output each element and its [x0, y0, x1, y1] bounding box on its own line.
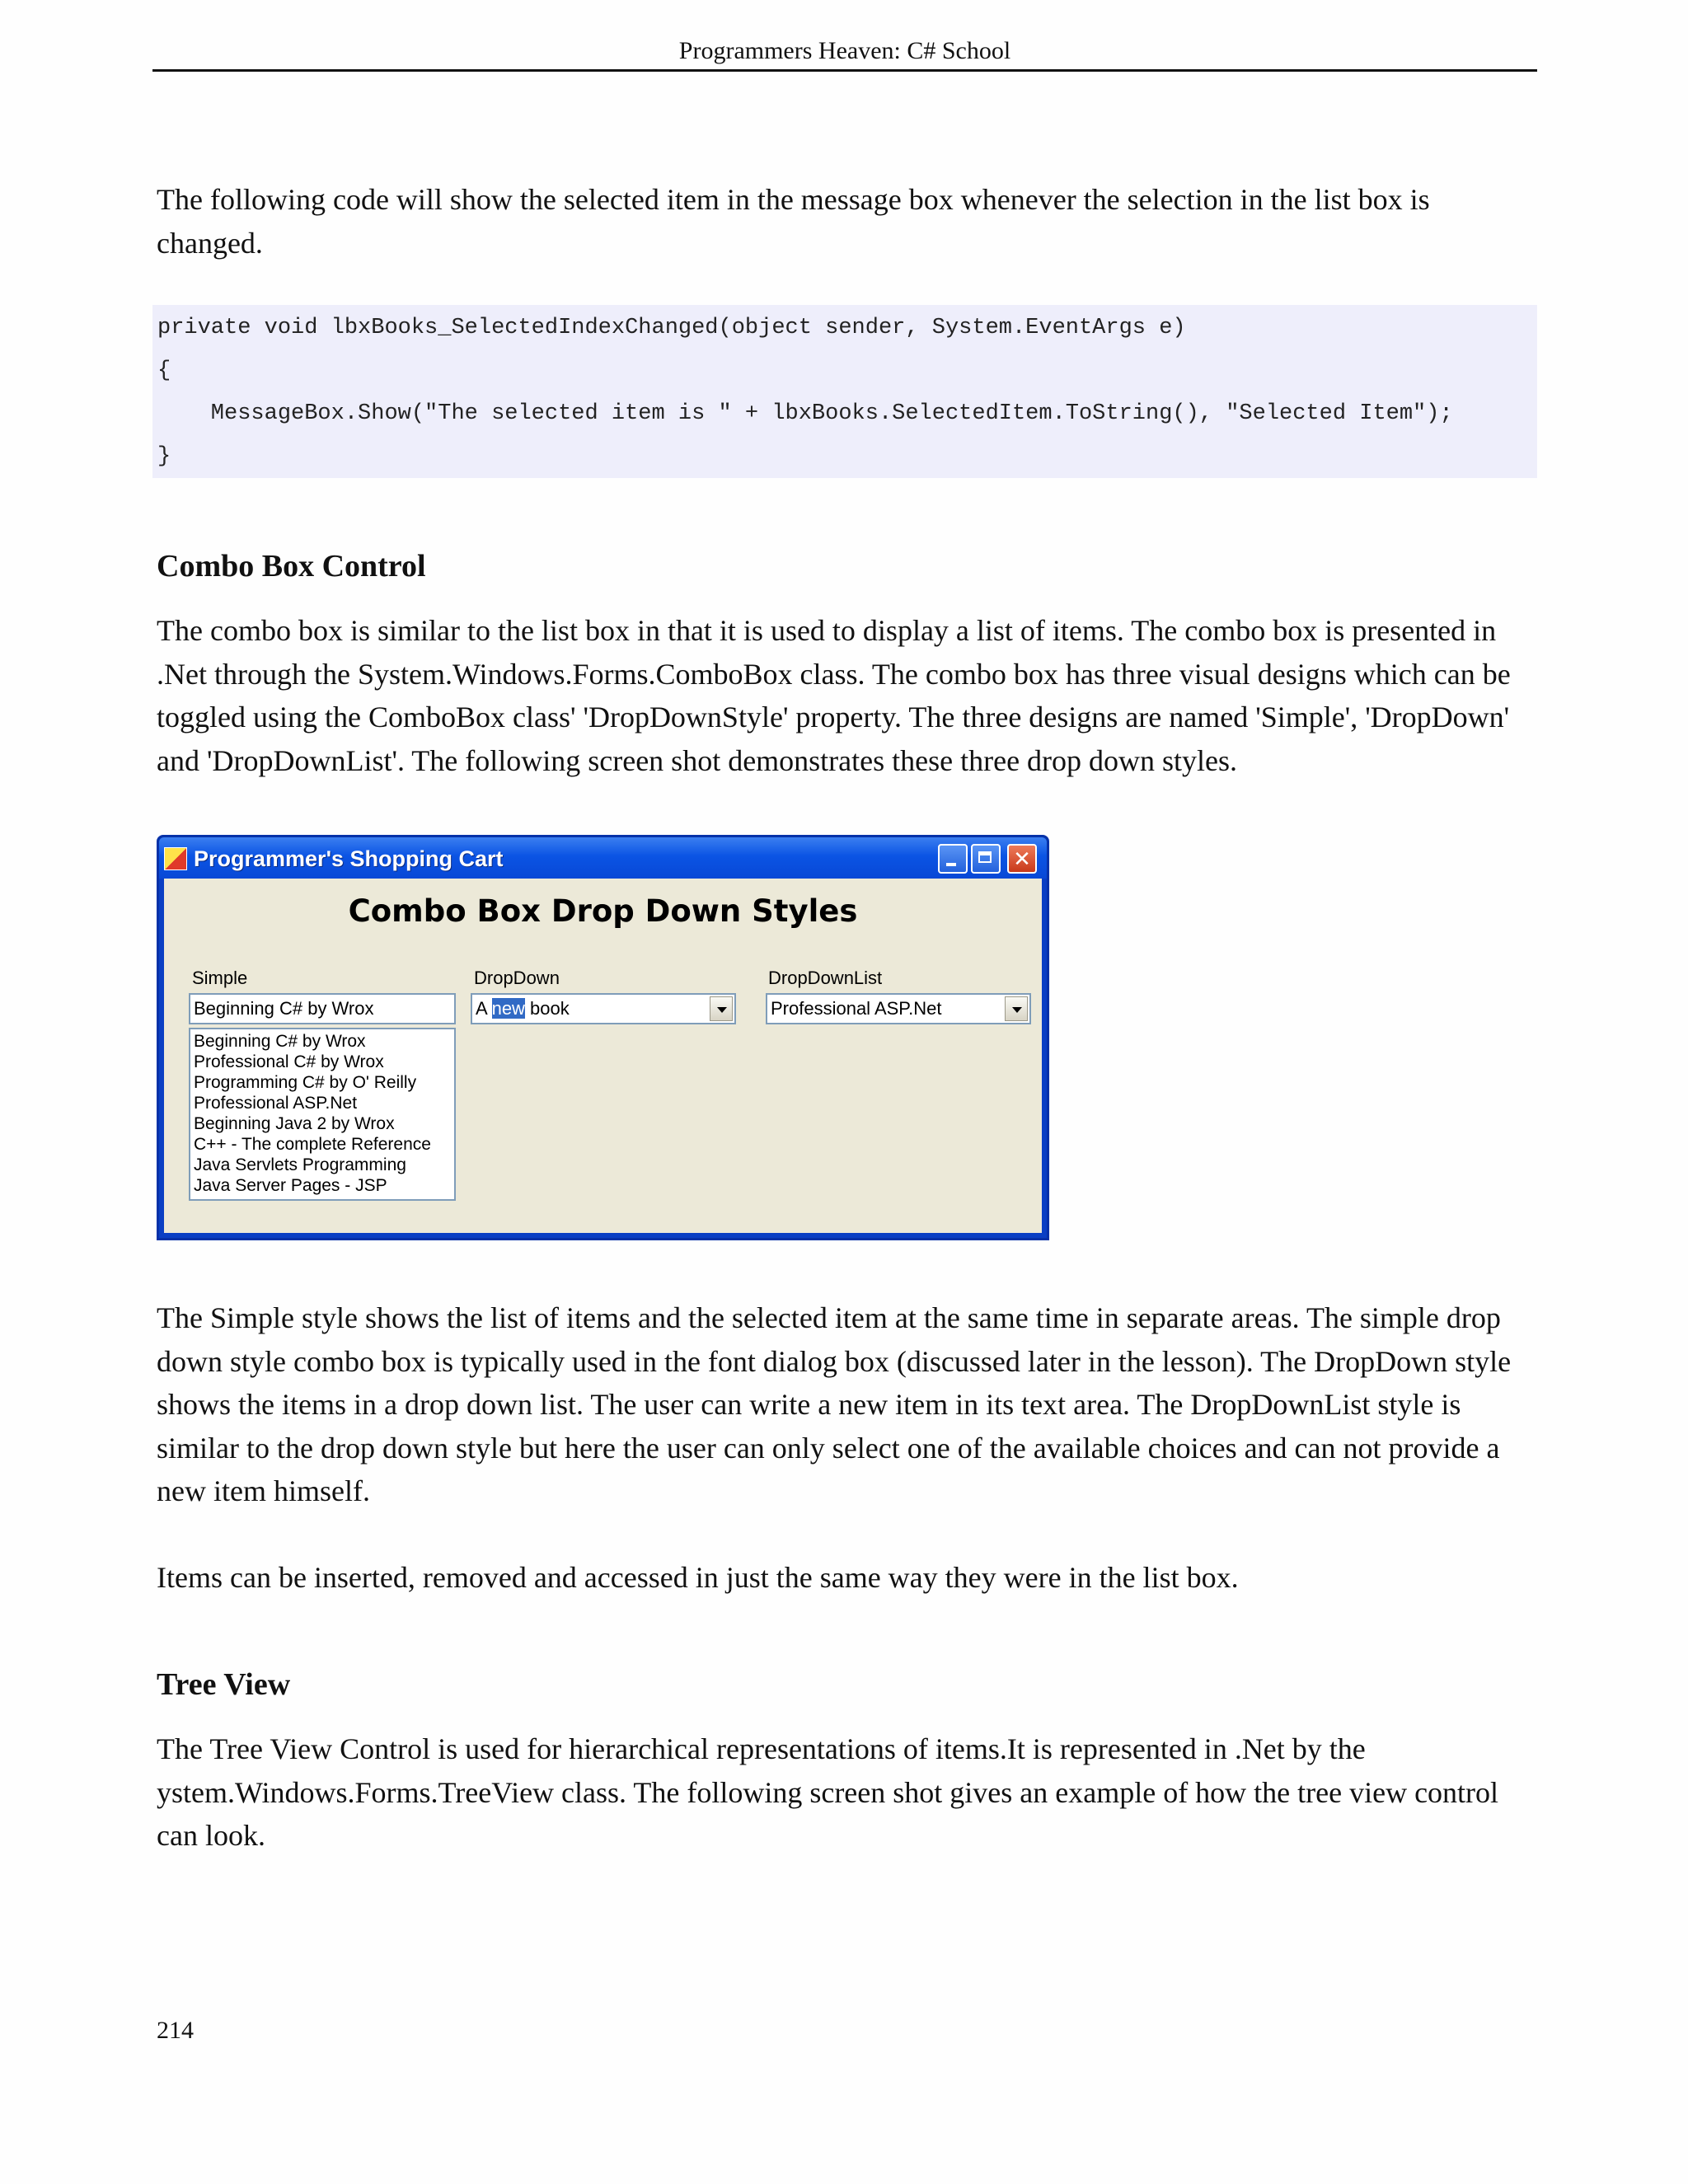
dropdownlist-arrow-icon[interactable]	[1005, 996, 1028, 1021]
list-item[interactable]: C++ - The complete Reference	[194, 1135, 431, 1154]
page-header: Programmers Heaven: C# School	[678, 37, 1011, 64]
list-item[interactable]: Beginning Java 2 by Wrox	[194, 1114, 395, 1133]
simple-label: Simple	[192, 968, 248, 988]
page-number: 214	[157, 2017, 194, 2044]
intro-paragraph: The following code will show the selected item in the message box whenever the selection in the list box is changed.	[157, 183, 1430, 260]
header-rule	[152, 69, 1537, 72]
minimize-button[interactable]	[938, 844, 968, 874]
code-line: {	[157, 359, 171, 383]
dropdownlist-value: Professional ASP.Net	[771, 998, 942, 1019]
dropdown-text-before: A	[476, 998, 492, 1019]
dropdownlist-label: DropDownList	[768, 968, 883, 988]
list-item[interactable]: Professional C# by Wrox	[194, 1052, 384, 1071]
list-item[interactable]: Professional ASP.Net	[194, 1094, 358, 1113]
tree-view-heading: Tree View	[157, 1667, 291, 1702]
code-line: private void lbxBooks_SelectedIndexChanged(object sender, System.EventArgs e)	[157, 316, 1186, 340]
minimize-icon	[940, 846, 966, 872]
code-line: }	[157, 444, 171, 469]
window-title: Programmer's Shopping Cart	[194, 846, 504, 871]
items-paragraph: Items can be inserted, removed and accessed in just the same way they were in the list box.	[157, 1561, 1239, 1594]
form-title: Combo Box Drop Down Styles	[348, 893, 858, 929]
window-titlebar	[159, 837, 1047, 879]
simple-combo-input[interactable]	[189, 993, 456, 1024]
screenshot-window	[157, 835, 1049, 1240]
dropdown-text-selection: new	[491, 998, 525, 1019]
list-item[interactable]: Java Server Pages - JSP	[194, 1176, 387, 1195]
simple-combo-list[interactable]	[189, 1028, 456, 1201]
dropdownlist-combo[interactable]	[766, 993, 1031, 1024]
list-item[interactable]: Programming C# by O' Reilly	[194, 1073, 417, 1092]
list-item[interactable]: Beginning C# by Wrox	[194, 1032, 366, 1051]
combo-box-heading: Combo Box Control	[157, 549, 426, 583]
maximize-button[interactable]	[971, 844, 1001, 874]
dropdown-arrow-icon[interactable]	[710, 996, 733, 1021]
list-item[interactable]: Java Servlets Programming	[194, 1155, 406, 1174]
dropdown-combo[interactable]	[471, 993, 736, 1024]
combo-box-paragraph: The combo box is similar to the list box in that it is used to display a list of items. The combo box is presented in .Net through the System.Windows.Forms.ComboBox class. The combo box has three visual designs which can be toggled using the ComboBox class' 'DropDownStyle' property. The three designs are named 'Simple', 'DropDown' and 'DropDownList'. The following screen shot demonstrates these three drop down styles.	[157, 614, 1511, 777]
simple-combo-value: Beginning C# by Wrox	[194, 998, 374, 1019]
app-icon	[164, 847, 187, 870]
styles-paragraph: The Simple style shows the list of items and the selected item at the same time in separate areas. The simple drop down style combo box is typically used in the font dialog box (discussed later in the lesson). The DropDown style shows the items in a drop down list. The user can write a new item in its text area. The DropDownList style is similar to the drop down style but here the user can only select one of the available choices and can not provide a new item himself.	[157, 1301, 1512, 1507]
dropdown-text-after: book	[524, 998, 570, 1019]
tree-view-paragraph: The Tree View Control is used for hierarchical representations of items.It is represented in .Net by the ystem.Windows.Forms.TreeView class. The following screen shot gives an example of how the tree view control can look.	[157, 1732, 1499, 1852]
close-button[interactable]	[1007, 844, 1037, 874]
close-icon: ✕	[1013, 846, 1031, 871]
code-line: MessageBox.Show("The selected item is " + lbxBooks.SelectedItem.ToString(), "Selected Item");	[157, 401, 1453, 426]
maximize-icon	[973, 846, 999, 872]
form-client-area	[164, 879, 1042, 1233]
dropdown-label: DropDown	[474, 968, 560, 988]
code-block	[152, 305, 1537, 478]
